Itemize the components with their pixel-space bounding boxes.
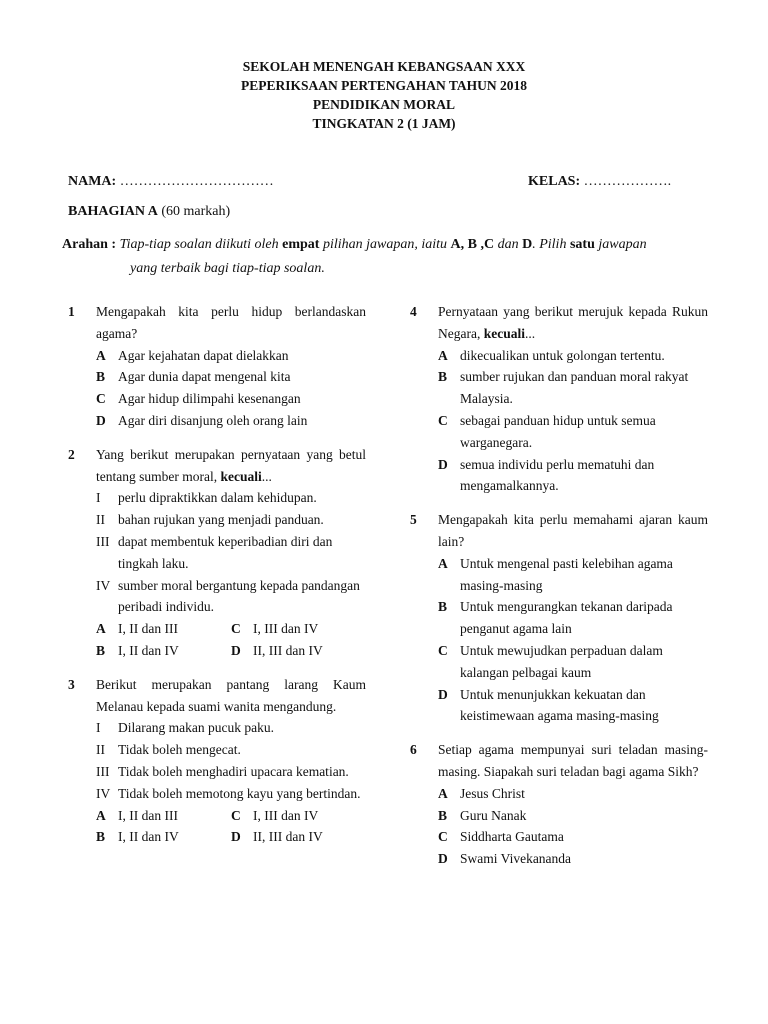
statement (96, 531, 366, 575)
option-letter: C (438, 412, 448, 428)
question-text (96, 444, 366, 488)
statement (96, 487, 366, 509)
option-text: Agar diri disanjung oleh orang lain (118, 412, 308, 428)
question-1 (68, 301, 366, 432)
option-letter: D (231, 829, 241, 845)
section-marks: (60 markah) (161, 204, 231, 219)
question-text: Mengapakah kita perlu hidup berlandaskan agama? (96, 304, 366, 341)
question-4 (410, 301, 708, 497)
option-a (438, 553, 708, 597)
statement-numeral: IV (96, 785, 111, 801)
option-text: I, II dan IV (118, 829, 179, 845)
option-text: I, III dan IV (253, 807, 319, 823)
option-a (96, 345, 366, 367)
statement-numeral: III (96, 533, 110, 549)
option-c (438, 826, 708, 848)
option-c (96, 388, 366, 410)
option-text: Untuk mengurangkan tekanan daripada penganut agama lain (460, 599, 673, 637)
option-text: I, II dan III (118, 807, 178, 823)
subject-title: PENDIDIKAN MORAL (312, 97, 456, 112)
option-text: Swami Vivekananda (460, 851, 572, 867)
option-letter: A (438, 347, 448, 363)
option-letter: D (231, 642, 241, 658)
option-letter: A (438, 785, 448, 801)
option-d (231, 826, 366, 848)
option-text: Agar hidup dilimpahi kesenangan (118, 391, 301, 407)
option-b (438, 596, 708, 640)
option-letter: B (438, 599, 448, 615)
statement-numeral: II (96, 512, 105, 528)
option-letter: B (438, 369, 448, 385)
statement (96, 739, 366, 761)
statement-text: Tidak boleh mengecat. (118, 742, 241, 758)
section-title: BAHAGIAN A (68, 204, 158, 219)
option-text: Agar dunia dapat mengenal kita (118, 369, 291, 385)
statement-text: Tidak boleh menghadiri upacara kematian. (118, 763, 349, 779)
exam-title: PEPERIKSAAN PERTENGAHAN TAHUN 2018 (241, 78, 527, 93)
question-6 (410, 739, 708, 870)
option-letter: C (438, 642, 448, 658)
statement-text: sumber moral bergantung kepada pandangan peribadi individu. (118, 577, 360, 615)
question-number: 2 (68, 446, 75, 462)
option-text: Agar kejahatan dapat dielakkan (118, 347, 289, 363)
option-text: dikecualikan untuk golongan tertentu. (460, 347, 665, 363)
option-text: Untuk menunjukkan kekuatan dan keistimewaan agama masing-masing (460, 686, 659, 724)
question-keyword: kecuali (220, 468, 262, 484)
question-text-part: Yang berikut merupakan pernyataan yang betul tentang sumber moral, (96, 446, 366, 484)
question-3 (68, 674, 366, 848)
statement-text: bahan rujukan yang menjadi panduan. (118, 512, 324, 528)
question-number: 1 (68, 304, 75, 319)
instructions (62, 233, 647, 281)
instruction-line2: yang terbaik bagi tiap-tiap soalan. (130, 261, 325, 276)
option-letter: B (96, 829, 106, 845)
level-title: TINGKATAN 2 (1 JAM) (312, 116, 456, 131)
option-letter: C (231, 621, 241, 637)
question-2 (68, 444, 366, 662)
option-letter: D (438, 851, 448, 867)
option-text: Siddharta Gautama (460, 829, 564, 845)
statement (96, 761, 366, 783)
instruction-emphasis: A, B ,C (450, 237, 495, 252)
option-b (438, 366, 708, 410)
class-field (528, 174, 671, 190)
question-number: 3 (68, 676, 75, 692)
statement-text: Tidak boleh memotong kayu yang bertindan. (118, 785, 361, 801)
statement (96, 575, 366, 619)
question-text-part: ... (525, 325, 536, 341)
question-keyword: kecuali (483, 325, 525, 341)
exam-header (0, 57, 768, 133)
right-column (410, 301, 708, 882)
option-c (438, 410, 708, 454)
name-blank: …………………………… (119, 174, 274, 189)
option-a (438, 345, 708, 367)
instruction-text: pilihan jawapan, iaitu (322, 237, 448, 252)
option-text: I, II dan III (118, 621, 178, 637)
statement-numeral: I (96, 720, 101, 736)
class-label: KELAS: (528, 174, 581, 189)
option-c (231, 618, 366, 640)
statement-numeral: III (96, 763, 110, 779)
instruction-text: jawapan (598, 237, 647, 252)
school-name: SEKOLAH MENENGAH KEBANGSAAN XXX (242, 59, 526, 74)
option-row (96, 618, 366, 640)
statement (96, 509, 366, 531)
option-letter: A (96, 807, 106, 823)
option-text: Guru Nanak (460, 807, 527, 823)
option-c (438, 640, 708, 684)
option-b (438, 805, 708, 827)
option-text: I, II dan IV (118, 642, 179, 658)
option-text: sumber rujukan dan panduan moral rakyat Malaysia. (460, 369, 689, 407)
option-b (96, 366, 366, 388)
question-number: 6 (410, 742, 417, 758)
option-letter: C (438, 829, 448, 845)
option-letter: C (96, 391, 106, 407)
question-text: Mengapakah kita perlu memahami ajaran kaum lain? (438, 512, 708, 549)
option-a (96, 618, 231, 640)
option-row (96, 805, 366, 827)
question-text-part: Pernyataan yang berikut merujuk kepada Rukun Negara, (438, 304, 708, 341)
option-text: II, III dan IV (253, 829, 323, 845)
statement-numeral: II (96, 742, 105, 758)
question-text (438, 301, 708, 345)
option-row (96, 826, 366, 848)
left-column (68, 301, 366, 860)
question-number: 4 (410, 304, 417, 319)
option-text: sebagai panduan hidup untuk semua warganegara. (460, 412, 656, 450)
option-c (231, 805, 366, 827)
option-letter: B (96, 642, 106, 658)
instruction-emphasis: empat (282, 237, 320, 252)
instruction-text: . Pilih (532, 237, 567, 252)
option-d (438, 454, 708, 498)
option-letter: C (231, 807, 241, 823)
option-text: II, III dan IV (253, 642, 323, 658)
option-d (96, 410, 366, 432)
section-heading (68, 204, 230, 220)
name-field (68, 174, 274, 190)
option-letter: A (438, 555, 448, 571)
instruction-text: Tiap-tiap soalan diikuti oleh (119, 237, 279, 252)
question-number: 5 (410, 512, 417, 528)
question-text: Berikut merupakan pantang larang Kaum Melanau kepada suami wanita mengandung. (96, 676, 366, 714)
option-letter: A (96, 347, 106, 363)
instruction-emphasis: D (522, 237, 533, 252)
option-d (438, 848, 708, 870)
option-text: semua individu perlu mematuhi dan mengamalkannya. (460, 456, 655, 494)
question-text: Setiap agama mempunyai suri teladan masing-masing. Siapakah suri teladan bagi agama Sikh? (438, 742, 708, 779)
statement-numeral: I (96, 490, 101, 506)
option-letter: A (96, 621, 106, 637)
option-text: Jesus Christ (460, 785, 525, 801)
instruction-text: dan (497, 237, 519, 252)
name-label: NAMA: (68, 174, 117, 189)
option-d (231, 640, 366, 662)
statement (96, 783, 366, 805)
option-a (438, 783, 708, 805)
option-text: Untuk mewujudkan perpaduan dalam kalangan pelbagai kaum (460, 642, 663, 680)
class-blank: ………………. (583, 174, 672, 189)
question-5 (410, 509, 708, 727)
statement-text: perlu dipraktikkan dalam kehidupan. (118, 490, 317, 506)
option-d (438, 684, 708, 728)
statement-text: dapat membentuk keperibadian diri dan tingkah laku. (118, 533, 333, 571)
statement (96, 717, 366, 739)
statement-text: Dilarang makan pucuk paku. (118, 720, 274, 736)
option-letter: B (438, 807, 448, 823)
option-row (96, 640, 366, 662)
option-letter: D (96, 412, 106, 428)
option-letter: B (96, 369, 106, 385)
option-letter: D (438, 686, 448, 702)
question-text-part: ... (261, 468, 272, 484)
option-letter: D (438, 456, 448, 472)
option-text: Untuk mengenal pasti kelebihan agama masing-masing (460, 555, 673, 593)
option-text: I, III dan IV (253, 621, 319, 637)
instruction-emphasis: satu (569, 237, 595, 252)
option-b (96, 826, 231, 848)
instruction-label: Arahan : (62, 237, 117, 252)
statement-numeral: IV (96, 577, 111, 593)
option-b (96, 640, 231, 662)
option-a (96, 805, 231, 827)
